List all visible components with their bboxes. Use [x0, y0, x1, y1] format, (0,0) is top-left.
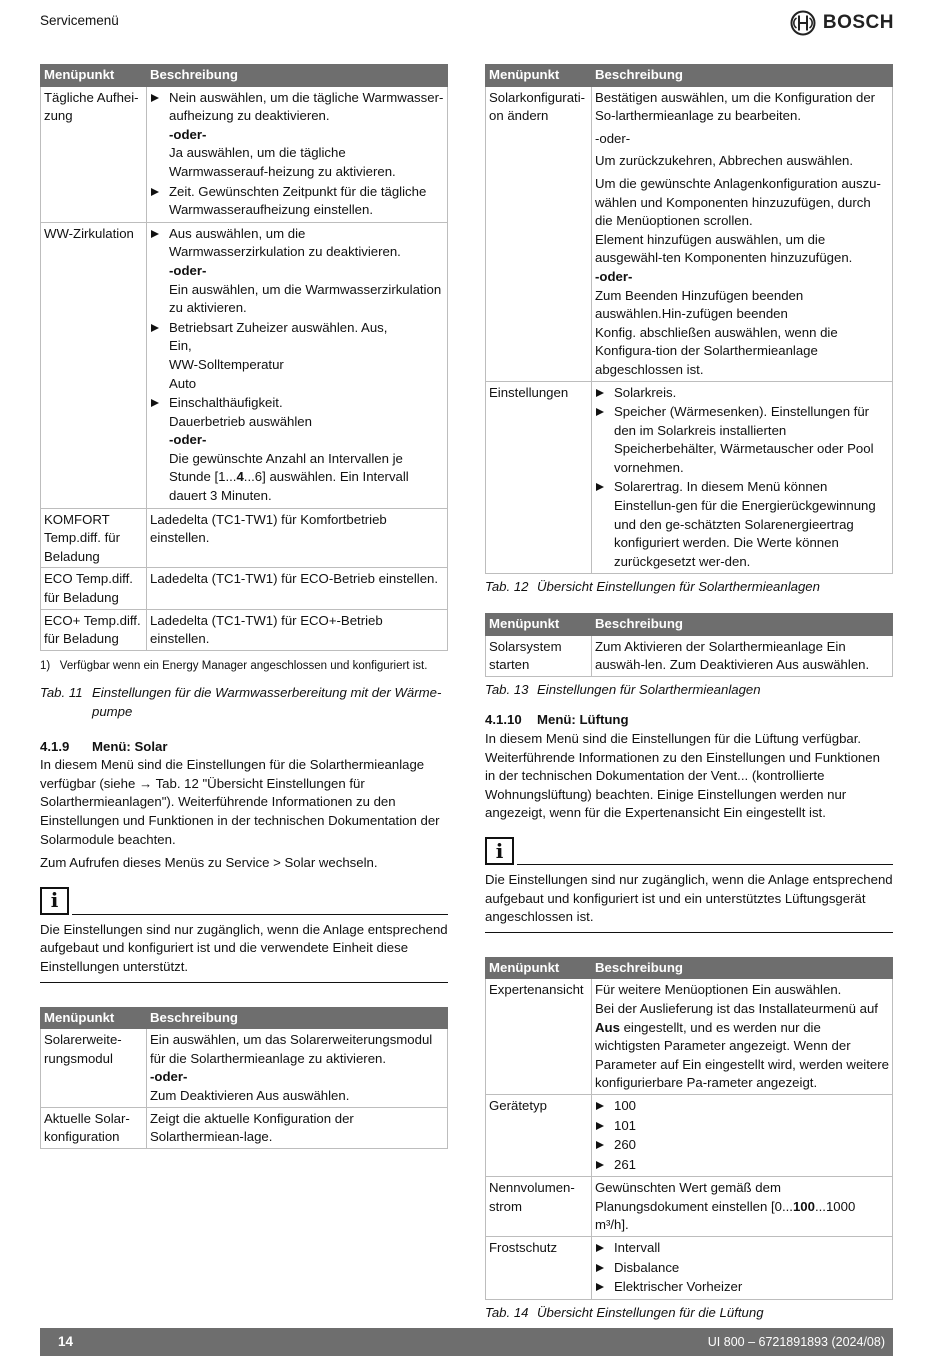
row-item: Tägliche Aufhei- zung — [41, 86, 147, 222]
row-item: Aktuelle Solar-konfiguration — [41, 1107, 147, 1148]
table-12 — [485, 64, 893, 574]
list-item: Solarkreis. — [595, 384, 889, 403]
row-item: Solarerweite-rungsmodul — [41, 1029, 147, 1107]
page-number: 14 — [58, 1333, 74, 1349]
table-row — [486, 1177, 893, 1237]
table-solar-modules — [40, 1007, 448, 1149]
list-item: Aus auswählen, um die Warmwasserzirkulation zu deaktivieren. -oder- Ein auswählen, um die Warmwasserzirkulation zu aktivieren. — [150, 225, 444, 318]
row-item: Expertenansicht — [486, 979, 592, 1095]
row-desc: Ein auswählen, um das Solarerweiterungsmodul für die Solarthermieanlage zu aktivieren. -oder- Zum Deaktivieren Aus auswählen. — [147, 1029, 448, 1107]
row-item: Frostschutz — [486, 1237, 592, 1300]
col-header-desc: Beschreibung — [592, 957, 893, 979]
row-desc — [592, 1237, 893, 1300]
right-column — [485, 64, 893, 1322]
bosch-armature-icon — [790, 10, 816, 36]
row-desc: Für weitere Menüoptionen Ein auswählen. Bei der Auslieferung ist das Installateurmenü auf Aus eingestellt, und es werden nur die wichtigsten Parameter angezeigt. Wenn der Parameter auf Ein eingestellt wird, werden weitere konfigurierbare Pa-rameter angezeigt. — [592, 979, 893, 1095]
page-footer — [40, 1328, 893, 1356]
list-item: Disbalance — [595, 1259, 889, 1278]
row-desc: Ladedelta (TC1-TW1) für ECO-Betrieb einstellen. — [147, 568, 448, 609]
row-desc — [147, 222, 448, 508]
row-desc: Bestätigen auswählen, um die Konfiguration der So-larthermieanlage zu bearbeiten. -oder- Um zurückzukehren, Abbrechen auswählen. Um die gewünschte Anlagenkonfiguration auszu-wählen und Komponenten hinzuzufügen, durch die Menüoptionen scrollen. Element hinzufügen auswählen, um die ausgewähl-ten Komponenten hinzuzufügen. -oder- Zum Beenden Hinzufügen beenden auswählen.Hin-zufügen beenden Konfig. abschließen auswählen, wenn die Konfigura-tion der Solarthermieanlage abgeschlossen ist. — [592, 86, 893, 381]
left-column — [40, 64, 448, 1149]
col-header-item: Menüpunkt — [41, 65, 147, 87]
table-caption: Tab. 13 Einstellungen für Solarthermieanlagen — [485, 681, 761, 697]
col-header-item: Menüpunkt — [41, 1007, 147, 1029]
row-desc: Ladedelta (TC1-TW1) für Komfortbetrieb einstellen. — [147, 508, 448, 568]
table-11 — [40, 64, 448, 651]
paragraph: Zum Aufrufen dieses Menüs zu Service > Solar wechseln. — [40, 855, 378, 871]
row-desc — [592, 1094, 893, 1176]
row-item: KOMFORT Temp.diff. für Beladung — [41, 508, 147, 568]
row-desc: Zeigt die aktuelle Konfiguration der Solarthermiean-lage. — [147, 1107, 448, 1148]
paragraph: In diesem Menü sind die Einstellungen für die Lüftung verfügbar. Weiterführende Informationen zu den Einstellungen und Funktionen in der technischen Dokumentation der Vent... (kontrollierte Wohnungslüftung) beachten. Einige Einstellungen werden nur angezeigt, wenn für die Expertenansicht Ein eingestellt ist. — [485, 731, 880, 821]
table-14 — [485, 957, 893, 1300]
row-item: Solarkonfigurati-on ändern — [486, 86, 592, 381]
table-row — [486, 979, 893, 1095]
row-item: Gerätetyp — [486, 1094, 592, 1176]
list-item: Elektrischer Vorheizer — [595, 1278, 889, 1297]
row-item: ECO Temp.diff. für Beladung — [41, 568, 147, 609]
list-item: 261 — [595, 1156, 889, 1175]
table-row — [41, 568, 448, 609]
row-desc: Ladedelta (TC1-TW1) für ECO+-Betrieb einstellen. — [147, 609, 448, 650]
col-header-desc: Beschreibung — [147, 65, 448, 87]
info-text: Die Einstellungen sind nur zugänglich, wenn die Anlage entsprechend aufgebaut und konfiguriert ist und die verwendete Einheit diese Einstellungen unterstützt. — [40, 915, 448, 983]
col-header-desc: Beschreibung — [592, 65, 893, 87]
table-row — [486, 381, 893, 574]
table-row — [486, 635, 893, 676]
list-item: Zeit. Gewünschten Zeitpunkt für die tägliche Warmwasseraufheizung einstellen. — [150, 183, 444, 220]
list-item: 101 — [595, 1117, 889, 1136]
footnote: 1) Verfügbar wenn ein Energy Manager angeschlossen und konfiguriert ist. — [40, 659, 428, 672]
list-item: Speicher (Wärmesenken). Einstellungen für den im Solarkreis installierten Speicherbehälter, Wärmetauscher oder Pool vornehmen. — [595, 403, 889, 477]
table-caption: Tab. 14 Übersicht Einstellungen für die Lüftung — [485, 1304, 764, 1320]
col-header-item: Menüpunkt — [486, 614, 592, 636]
col-header-item: Menüpunkt — [486, 957, 592, 979]
list-item: 100 — [595, 1097, 889, 1116]
section-heading: 4.1.9 Menü: Solar — [40, 738, 168, 754]
info-box — [485, 837, 893, 933]
table-row — [41, 86, 448, 222]
row-item: Nennvolumen-strom — [486, 1177, 592, 1237]
table-row — [486, 1094, 893, 1176]
row-desc: Gewünschten Wert gemäß dem Planungsdokument einstellen [0...100...1000 m³/h]. — [592, 1177, 893, 1237]
paragraph: In diesem Menü sind die Einstellungen für die Solarthermieanlage verfügbar (siehe → Tab. 12 "Übersicht Einstellungen für Solarthermieanlagen"). Weiterführende Informationen zu den Einstellungen und Funktionen in der technischen Dokumentation der Solarmodule beachten. — [40, 757, 440, 847]
row-item: ECO+ Temp.diff. für Beladung — [41, 609, 147, 650]
row-item: WW-Zirkulation — [41, 222, 147, 508]
row-desc: Zum Aktivieren der Solarthermieanlage Ein auswäh-len. Zum Deaktivieren Aus auswählen. — [592, 635, 893, 676]
info-icon: i — [40, 887, 69, 915]
table-13 — [485, 613, 893, 677]
list-item: Betriebsart Zuheizer auswählen. Aus, Ein, WW-Solltemperatur Auto — [150, 319, 444, 393]
table-row — [41, 508, 448, 568]
list-item: Intervall — [595, 1239, 889, 1258]
table-row — [486, 86, 893, 381]
table-row — [41, 1029, 448, 1107]
table-row — [41, 609, 448, 650]
list-item: Einschalthäufigkeit. Dauerbetrieb auswählen -oder- Die gewünschte Anzahl an Intervallen je Stunde [1...4...6] auswählen. Ein Intervall dauert 3 Minuten. — [150, 394, 444, 506]
info-box — [40, 887, 448, 983]
document-id: UI 800 – 6721891893 (2024/08) — [707, 1334, 885, 1349]
info-text: Die Einstellungen sind nur zugänglich, wenn die Anlage entsprechend aufgebaut und konfiguriert ist und ein unterstütztes Lüftungsgerät angeschlossen ist. — [485, 865, 893, 933]
bosch-logo — [790, 10, 894, 36]
row-desc — [147, 86, 448, 222]
list-item: Nein auswählen, um die tägliche Warmwasser-aufheizung zu deaktivieren. -oder- Ja auswählen, um die tägliche Warmwasserauf-heizung zu aktivieren. — [150, 89, 444, 182]
list-item: 260 — [595, 1136, 889, 1155]
list-item: Solarertrag. In diesem Menü können Einstellun-gen für die Energierückgewinnung und den ge-schätzten Solarenergieertrag konfiguriert werden. Die Werte können zurückgesetzt wer-den. — [595, 478, 889, 571]
row-item: Solarsystem starten — [486, 635, 592, 676]
table-row — [41, 1107, 448, 1148]
section-heading: 4.1.10 Menü: Lüftung — [485, 712, 629, 728]
col-header-desc: Beschreibung — [147, 1007, 448, 1029]
table-caption: Tab. 12 Übersicht Einstellungen für Solarthermieanlagen — [485, 579, 820, 595]
table-row — [41, 222, 448, 508]
col-header-desc: Beschreibung — [592, 614, 893, 636]
info-icon: i — [485, 837, 514, 865]
col-header-item: Menüpunkt — [486, 65, 592, 87]
row-desc — [592, 381, 893, 574]
table-caption: Tab. 11 Einstellungen für die Warmwasserbereitung mit der Wärme-pumpe — [40, 685, 442, 719]
brand-name: BOSCH — [822, 11, 894, 33]
table-row — [486, 1237, 893, 1300]
row-item: Einstellungen — [486, 381, 592, 574]
running-header: Servicemenü — [40, 13, 119, 28]
